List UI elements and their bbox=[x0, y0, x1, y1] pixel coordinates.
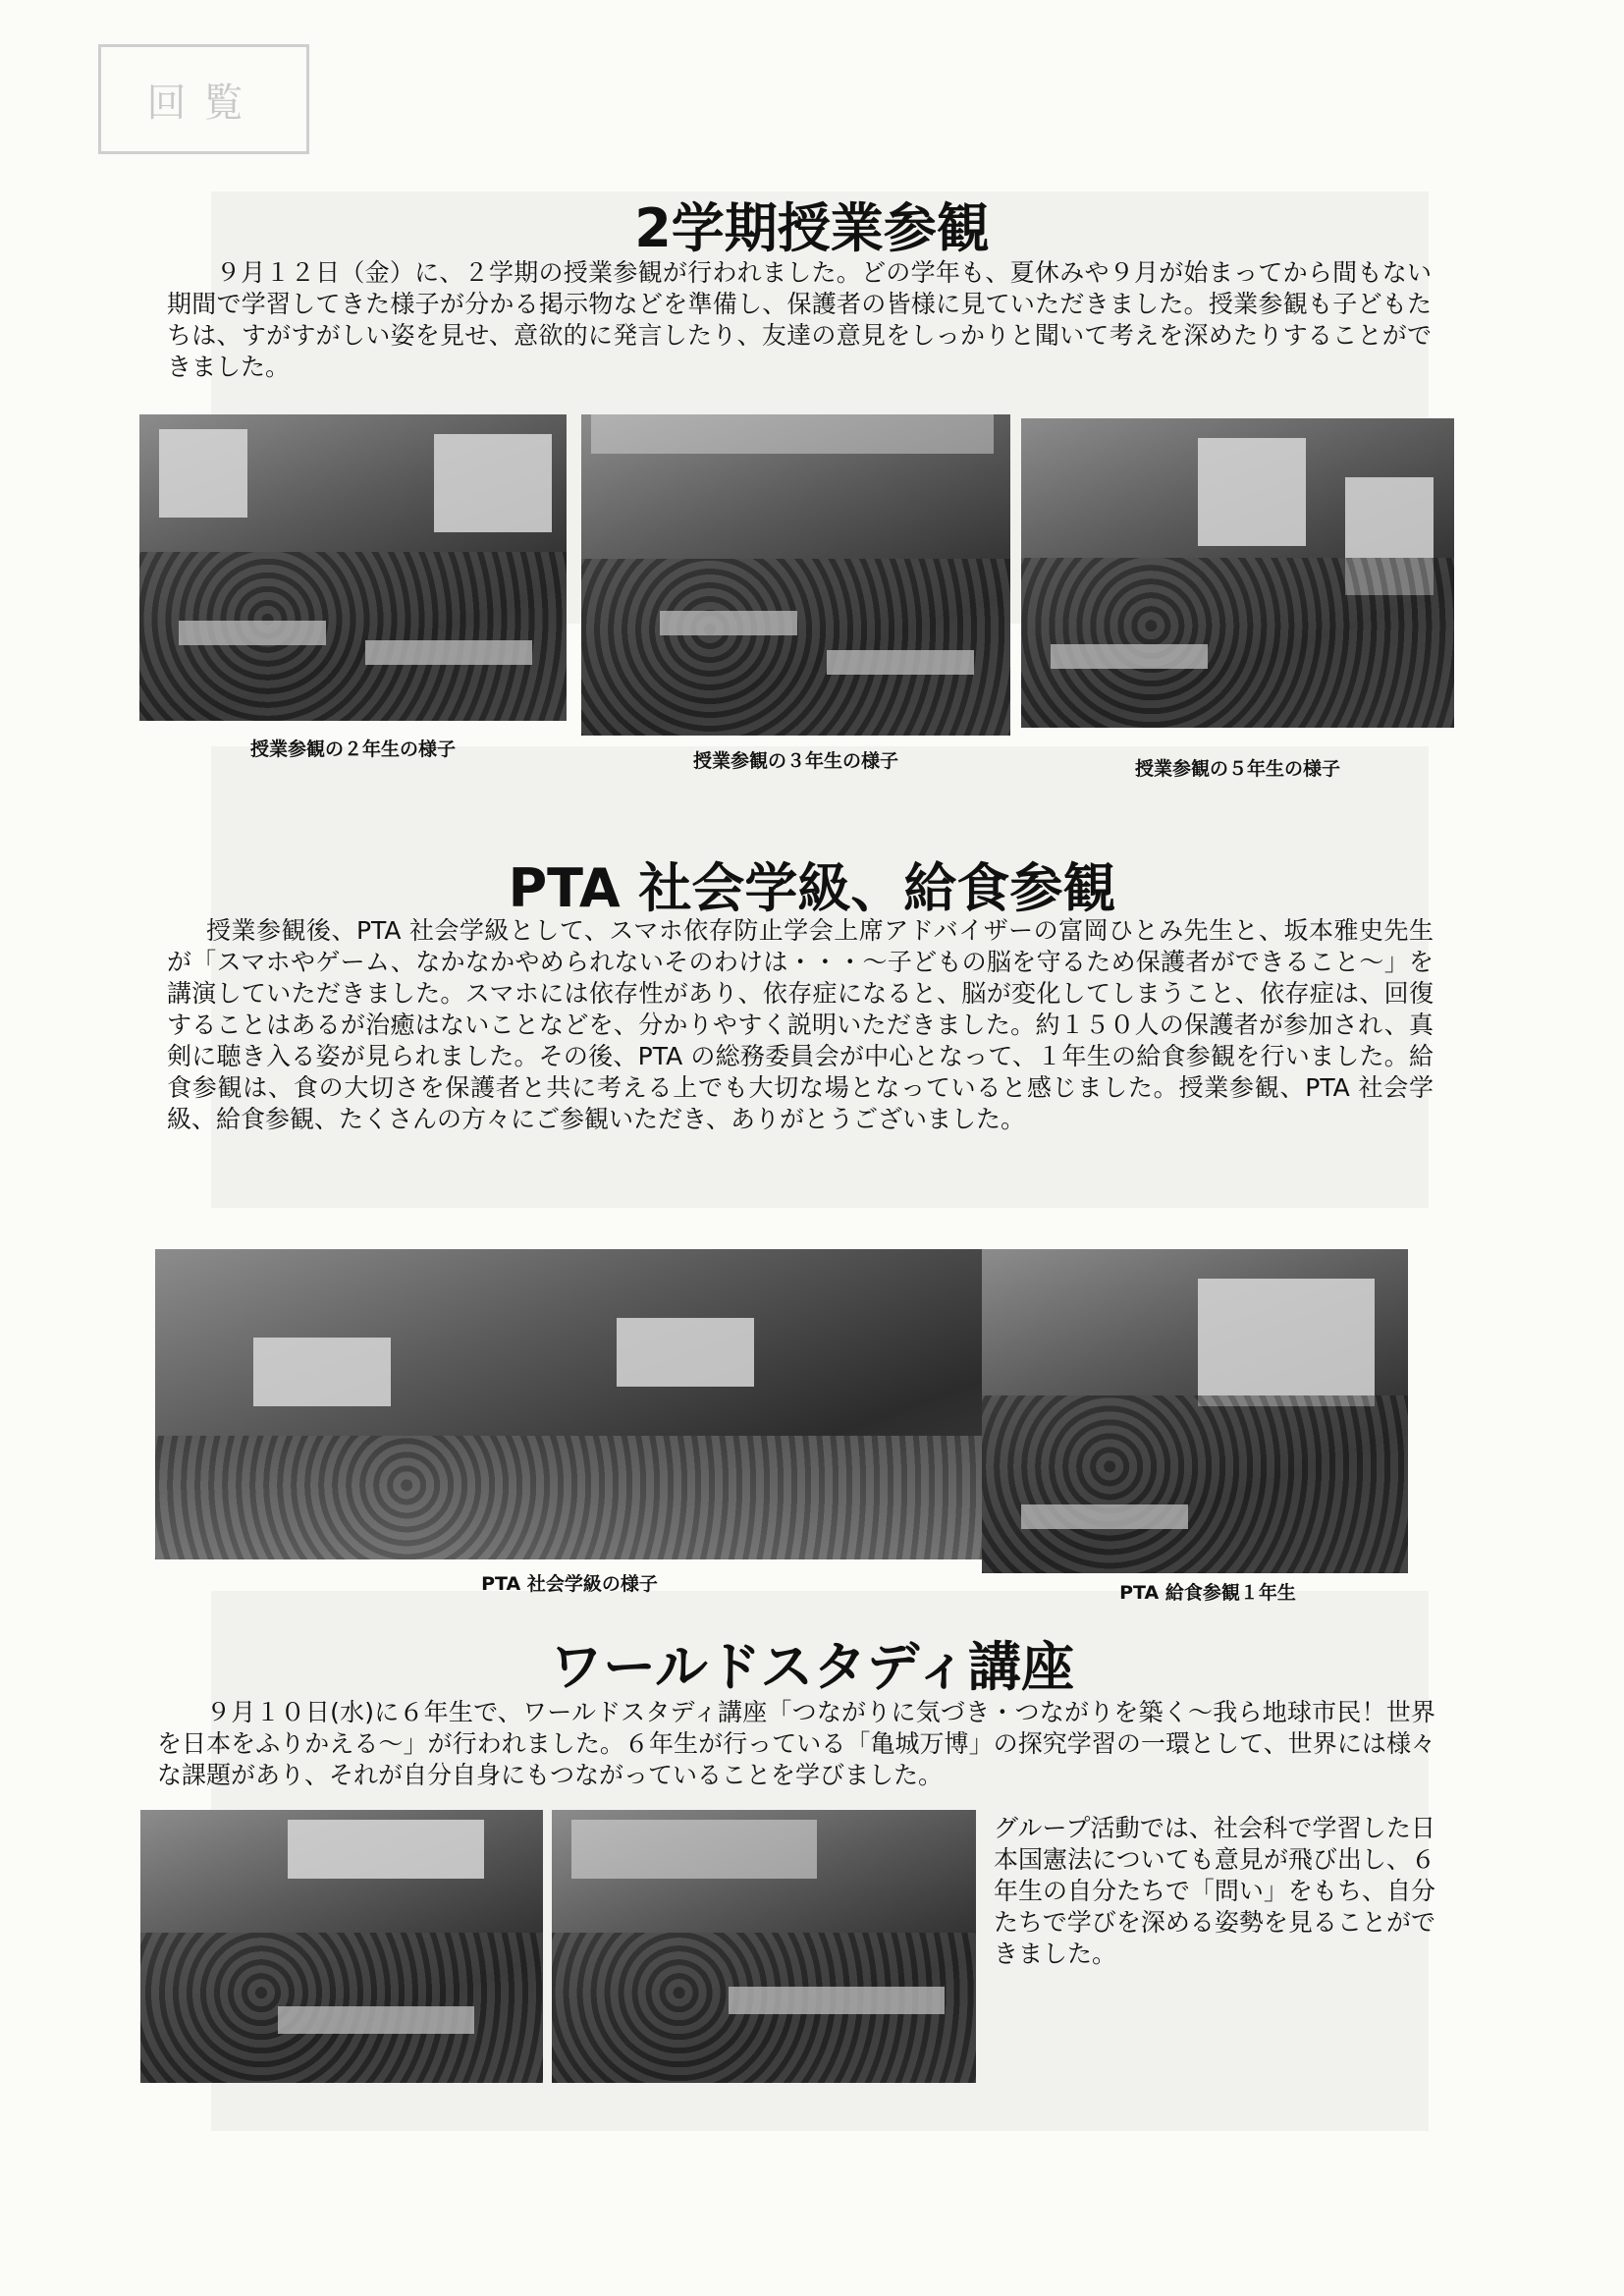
caption-grade5: 授業参観の５年生の様子 bbox=[1134, 758, 1340, 780]
section3-body-top: ９月１０日(水)に６年生で、ワールドスタディ講座「つながりに気づき・つながりを築く～我ら地球市民！世界を日本をふりかえる～」が行われました。６年生が行っている「亀城万博」の探究学習の一環として、世界には様々な課題があり、それが自分自身にもつながっていることを学びました。 bbox=[157, 1698, 1435, 1789]
circulation-stamp: 回覧 bbox=[98, 44, 309, 154]
section1-title: 2学期授業参観 bbox=[634, 197, 990, 259]
lunch-observation-photo bbox=[982, 1249, 1408, 1573]
section2-body: 授業参観後、PTA 社会学級として、スマホ依存防止学会上席アドバイザーの富岡ひとみ先生と、坂本雅史先生が「スマホやゲーム、なかなかやめられないそのわけは・・・～子どもの脳を守るため保護者ができること～」を講演していただきました。スマホには依存性があり、依存症になると、脳が変化してしまうこと、依存症は、回復することはあるが治癒はないことなどを、分かりやすく説明いただきました。約１５０人の保護者が参加され、真剣に聴き入る姿が見られました。その後、PTA の総務委員会が中心となって、１年生の給食参観を行いました。給食参観は、食の大切さを保護者と共に考える上でも大切な場となっていると感じました。授業参観、PTA 社会学級、給食参観、たくさんの方々にご参観いただき、ありがとうございました。 bbox=[167, 916, 1434, 1133]
caption-grade3: 授業参観の３年生の様子 bbox=[692, 750, 898, 772]
pta-lecture-photo bbox=[155, 1249, 994, 1559]
section3-body-side: グループ活動では、社会科で学習した日本国憲法についても意見が飛び出し、６年生の自分たちで「問い」をもち、自分たちで学びを深める姿勢を見ることができました。 bbox=[994, 1814, 1435, 1968]
section2-title: PTA 社会学級、給食参観 bbox=[508, 857, 1116, 919]
world-study-photo-1 bbox=[140, 1810, 543, 2083]
section3-title: ワールドスタディ講座 bbox=[549, 1636, 1075, 1698]
caption-grade2: 授業参観の２年生の様子 bbox=[249, 738, 456, 760]
class-photo-grade2 bbox=[139, 414, 567, 721]
class-photo-grade5 bbox=[1021, 418, 1454, 728]
section1-body: ９月１２日（金）に、２学期の授業参観が行われました。どの学年も、夏休みや９月が始まってから間もない期間で学習してきた様子が分かる掲示物などを準備し、保護者の皆様に見ていただきました。授業参観も子どもたちは、すがすがしい姿を見せ、意欲的に発言したり、友達の意見をしっかりと聞いて考えを深めたりすることができました。 bbox=[167, 258, 1432, 381]
caption-pta-lecture: PTA 社会学級の様子 bbox=[481, 1573, 658, 1595]
caption-lunch-grade1: PTA 給食参観１年生 bbox=[1119, 1582, 1296, 1604]
class-photo-grade3 bbox=[581, 414, 1010, 736]
world-study-photo-2 bbox=[552, 1810, 976, 2083]
